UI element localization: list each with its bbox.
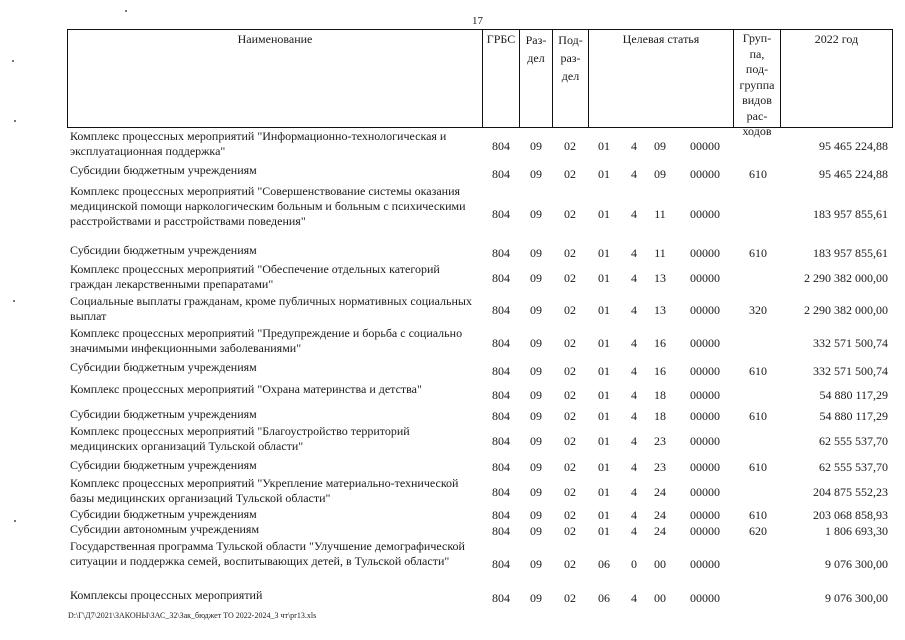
row-cs3: 18 bbox=[654, 409, 666, 423]
row-rz: 09 bbox=[530, 271, 542, 285]
row-name: Субсидии бюджетным учреждениям bbox=[70, 163, 257, 177]
row-name: Государственная программа Тульской области "Улучшение демографической ситуации и поддержка семей, воспитывающих детей, в Тульской области" bbox=[70, 539, 465, 568]
row-name: Субсидии бюджетным учреждениям bbox=[70, 407, 257, 421]
row-rz: 09 bbox=[530, 524, 542, 538]
row-name: Субсидии бюджетным учреждениям bbox=[70, 243, 257, 257]
row-cs2: 4 bbox=[631, 271, 637, 285]
row-cs3: 16 bbox=[654, 364, 666, 378]
header-name: Наименование bbox=[237, 32, 313, 46]
header-group: Груп- па, под- группа видов рас- ходов bbox=[739, 31, 775, 138]
table-row bbox=[0, 184, 905, 243]
row-cs2: 4 bbox=[631, 434, 637, 448]
row-pr: 02 bbox=[564, 388, 576, 402]
row-cs4: 00000 bbox=[690, 508, 720, 522]
row-vr: 610 bbox=[749, 364, 767, 378]
table-row bbox=[0, 539, 905, 588]
scan-speck bbox=[14, 520, 16, 522]
row-amount: 332 571 500,74 bbox=[813, 364, 888, 378]
row-cs4: 00000 bbox=[690, 207, 720, 221]
row-cs3: 11 bbox=[654, 246, 666, 260]
row-cs2: 4 bbox=[631, 460, 637, 474]
row-amount: 1 806 693,30 bbox=[825, 524, 888, 538]
row-cs3: 13 bbox=[654, 271, 666, 285]
row-pr: 02 bbox=[564, 364, 576, 378]
row-pr: 02 bbox=[564, 591, 576, 605]
row-amount: 332 571 500,74 bbox=[813, 336, 888, 350]
row-name: Комплекс процессных мероприятий "Предупреждение и борьба с социально значимыми инфекционными заболеваниями" bbox=[70, 326, 463, 355]
row-rz: 09 bbox=[530, 139, 542, 153]
row-cs2: 4 bbox=[631, 508, 637, 522]
table-row bbox=[0, 507, 905, 522]
row-pr: 02 bbox=[564, 524, 576, 538]
row-cs2: 4 bbox=[631, 524, 637, 538]
row-cs3: 00 bbox=[654, 557, 666, 571]
row-cs4: 00000 bbox=[690, 409, 720, 423]
row-cs3: 11 bbox=[654, 207, 666, 221]
row-grbs: 804 bbox=[492, 207, 510, 221]
row-name: Комплекс процессных мероприятий "Благоустройство территорий медицинских организаций Тульской области" bbox=[70, 424, 410, 453]
row-cs2: 4 bbox=[631, 207, 637, 221]
row-rz: 09 bbox=[530, 485, 542, 499]
table-row bbox=[0, 129, 905, 163]
row-name: Субсидии бюджетным учреждениям bbox=[70, 360, 257, 374]
row-cs4: 00000 bbox=[690, 388, 720, 402]
row-cs3: 16 bbox=[654, 336, 666, 350]
row-grbs: 804 bbox=[492, 271, 510, 285]
row-cs3: 23 bbox=[654, 460, 666, 474]
row-name: Комплекс процессных мероприятий "Обеспечение отдельных категорий граждан лекарственными препаратами" bbox=[70, 262, 440, 291]
row-name: Комплексы процессных мероприятий bbox=[70, 588, 263, 602]
row-cs3: 13 bbox=[654, 303, 666, 317]
row-vr: 620 bbox=[749, 524, 767, 538]
row-cs1: 06 bbox=[598, 591, 610, 605]
row-vr: 320 bbox=[749, 303, 767, 317]
row-cs1: 01 bbox=[598, 364, 610, 378]
row-name: Комплекс процессных мероприятий "Охрана материнства и детства" bbox=[70, 382, 422, 396]
row-grbs: 804 bbox=[492, 485, 510, 499]
row-amount: 9 076 300,00 bbox=[825, 557, 888, 571]
col-divider bbox=[733, 29, 734, 128]
row-cs4: 00000 bbox=[690, 591, 720, 605]
table-row bbox=[0, 262, 905, 294]
row-amount: 183 957 855,61 bbox=[813, 207, 888, 221]
row-pr: 02 bbox=[564, 246, 576, 260]
row-cs1: 01 bbox=[598, 460, 610, 474]
row-name: Комплекс процессных мероприятий "Информационно-технологическая и эксплуатационная поддержка" bbox=[70, 129, 447, 158]
row-cs2: 4 bbox=[631, 139, 637, 153]
row-cs2: 4 bbox=[631, 485, 637, 499]
row-amount: 95 465 224,88 bbox=[819, 167, 888, 181]
row-rz: 09 bbox=[530, 434, 542, 448]
table-row bbox=[0, 294, 905, 326]
row-grbs: 804 bbox=[492, 303, 510, 317]
row-pr: 02 bbox=[564, 434, 576, 448]
row-cs3: 24 bbox=[654, 508, 666, 522]
row-cs2: 4 bbox=[631, 591, 637, 605]
row-name: Комплекс процессных мероприятий "Укрепление материально-технической базы медицинских организаций Тульской области" bbox=[70, 476, 459, 505]
row-name: Социальные выплаты гражданам, кроме публичных нормативных социальных выплат bbox=[70, 294, 472, 323]
row-cs3: 09 bbox=[654, 167, 666, 181]
row-cs4: 00000 bbox=[690, 364, 720, 378]
row-grbs: 804 bbox=[492, 364, 510, 378]
row-cs4: 00000 bbox=[690, 139, 720, 153]
row-cs4: 00000 bbox=[690, 167, 720, 181]
row-amount: 9 076 300,00 bbox=[825, 591, 888, 605]
row-pr: 02 bbox=[564, 167, 576, 181]
header-target: Целевая статья bbox=[622, 32, 700, 46]
row-cs1: 01 bbox=[598, 303, 610, 317]
row-cs1: 01 bbox=[598, 336, 610, 350]
row-cs2: 4 bbox=[631, 388, 637, 402]
row-cs3: 24 bbox=[654, 524, 666, 538]
page-number: 17 bbox=[472, 15, 483, 27]
row-cs4: 00000 bbox=[690, 557, 720, 571]
row-pr: 02 bbox=[564, 271, 576, 285]
row-grbs: 804 bbox=[492, 508, 510, 522]
row-name: Субсидии бюджетным учреждениям bbox=[70, 458, 257, 472]
row-cs1: 06 bbox=[598, 557, 610, 571]
row-cs1: 01 bbox=[598, 434, 610, 448]
row-cs1: 01 bbox=[598, 409, 610, 423]
row-vr: 610 bbox=[749, 246, 767, 260]
scan-speck bbox=[125, 10, 127, 12]
row-cs4: 00000 bbox=[690, 271, 720, 285]
row-cs2: 4 bbox=[631, 409, 637, 423]
row-rz: 09 bbox=[530, 591, 542, 605]
row-amount: 62 555 537,70 bbox=[819, 434, 888, 448]
col-divider bbox=[552, 29, 553, 128]
table-row bbox=[0, 522, 905, 539]
row-cs4: 00000 bbox=[690, 524, 720, 538]
row-cs2: 4 bbox=[631, 364, 637, 378]
row-amount: 54 880 117,29 bbox=[819, 388, 888, 402]
row-pr: 02 bbox=[564, 139, 576, 153]
row-vr: 610 bbox=[749, 460, 767, 474]
row-grbs: 804 bbox=[492, 409, 510, 423]
header-podrazdel: Под- раз- дел bbox=[558, 33, 583, 83]
row-amount: 204 875 552,23 bbox=[813, 485, 888, 499]
row-cs1: 01 bbox=[598, 524, 610, 538]
table-row bbox=[0, 588, 905, 608]
table-row bbox=[0, 360, 905, 382]
table-row bbox=[0, 163, 905, 184]
row-cs2: 0 bbox=[631, 557, 637, 571]
row-pr: 02 bbox=[564, 460, 576, 474]
row-amount: 62 555 537,70 bbox=[819, 460, 888, 474]
row-pr: 02 bbox=[564, 508, 576, 522]
row-rz: 09 bbox=[530, 557, 542, 571]
row-grbs: 804 bbox=[492, 167, 510, 181]
row-cs1: 01 bbox=[598, 485, 610, 499]
table-row bbox=[0, 243, 905, 262]
row-rz: 09 bbox=[530, 460, 542, 474]
header-razdel: Раз- дел bbox=[525, 33, 547, 65]
row-grbs: 804 bbox=[492, 591, 510, 605]
row-cs2: 4 bbox=[631, 167, 637, 181]
row-amount: 203 068 858,93 bbox=[813, 508, 888, 522]
row-cs4: 00000 bbox=[690, 434, 720, 448]
table-row bbox=[0, 476, 905, 507]
row-vr: 610 bbox=[749, 409, 767, 423]
row-cs1: 01 bbox=[598, 207, 610, 221]
row-pr: 02 bbox=[564, 303, 576, 317]
row-grbs: 804 bbox=[492, 336, 510, 350]
row-name: Субсидии бюджетным учреждениям bbox=[70, 507, 257, 521]
row-cs2: 4 bbox=[631, 303, 637, 317]
row-cs4: 00000 bbox=[690, 460, 720, 474]
header-grbs: ГРБС bbox=[486, 32, 516, 46]
row-cs2: 4 bbox=[631, 246, 637, 260]
row-cs3: 18 bbox=[654, 388, 666, 402]
row-grbs: 804 bbox=[492, 557, 510, 571]
row-pr: 02 bbox=[564, 409, 576, 423]
table-row bbox=[0, 458, 905, 476]
row-grbs: 804 bbox=[492, 460, 510, 474]
table-row bbox=[0, 424, 905, 458]
row-amount: 54 880 117,29 bbox=[819, 409, 888, 423]
row-cs2: 4 bbox=[631, 336, 637, 350]
row-rz: 09 bbox=[530, 508, 542, 522]
row-vr: 610 bbox=[749, 508, 767, 522]
row-amount: 183 957 855,61 bbox=[813, 246, 888, 260]
row-cs4: 00000 bbox=[690, 303, 720, 317]
row-cs1: 01 bbox=[598, 139, 610, 153]
header-year: 2022 год bbox=[814, 32, 859, 46]
row-pr: 02 bbox=[564, 557, 576, 571]
row-cs1: 01 bbox=[598, 246, 610, 260]
row-grbs: 804 bbox=[492, 139, 510, 153]
row-cs1: 01 bbox=[598, 271, 610, 285]
row-pr: 02 bbox=[564, 485, 576, 499]
row-pr: 02 bbox=[564, 336, 576, 350]
row-pr: 02 bbox=[564, 207, 576, 221]
scan-speck bbox=[14, 120, 16, 122]
row-rz: 09 bbox=[530, 303, 542, 317]
row-cs4: 00000 bbox=[690, 336, 720, 350]
table-row bbox=[0, 407, 905, 424]
row-rz: 09 bbox=[530, 409, 542, 423]
row-grbs: 804 bbox=[492, 524, 510, 538]
row-vr: 610 bbox=[749, 167, 767, 181]
row-amount: 2 290 382 000,00 bbox=[804, 271, 888, 285]
row-name: Комплекс процессных мероприятий "Совершенствование системы оказания медицинской помощи наркологическим больным и больным с психическими расстройствами и расстройствами поведения" bbox=[70, 184, 466, 228]
col-divider bbox=[519, 29, 520, 128]
row-cs1: 01 bbox=[598, 508, 610, 522]
row-rz: 09 bbox=[530, 364, 542, 378]
row-grbs: 804 bbox=[492, 434, 510, 448]
scan-speck bbox=[12, 60, 14, 62]
row-rz: 09 bbox=[530, 246, 542, 260]
row-name: Субсидии автономным учреждениям bbox=[70, 522, 260, 536]
row-cs3: 09 bbox=[654, 139, 666, 153]
table-right-border bbox=[892, 29, 893, 128]
row-amount: 2 290 382 000,00 bbox=[804, 303, 888, 317]
row-amount: 95 465 224,88 bbox=[819, 139, 888, 153]
row-cs1: 01 bbox=[598, 167, 610, 181]
row-rz: 09 bbox=[530, 167, 542, 181]
table-row bbox=[0, 326, 905, 360]
table-row bbox=[0, 382, 905, 407]
row-cs3: 24 bbox=[654, 485, 666, 499]
scan-speck bbox=[13, 300, 15, 302]
row-cs1: 01 bbox=[598, 388, 610, 402]
file-path: D:\Г\Д7\2021\ЗАКОНЫ\ЗАС_32\Зак_бюджет ТО 2022-2024_3 чт\pr13.xls bbox=[68, 611, 317, 620]
row-cs3: 00 bbox=[654, 591, 666, 605]
row-cs4: 00000 bbox=[690, 246, 720, 260]
row-cs4: 00000 bbox=[690, 485, 720, 499]
row-rz: 09 bbox=[530, 388, 542, 402]
table-top-border bbox=[67, 29, 893, 30]
row-rz: 09 bbox=[530, 207, 542, 221]
row-cs3: 23 bbox=[654, 434, 666, 448]
row-rz: 09 bbox=[530, 336, 542, 350]
row-grbs: 804 bbox=[492, 246, 510, 260]
row-grbs: 804 bbox=[492, 388, 510, 402]
